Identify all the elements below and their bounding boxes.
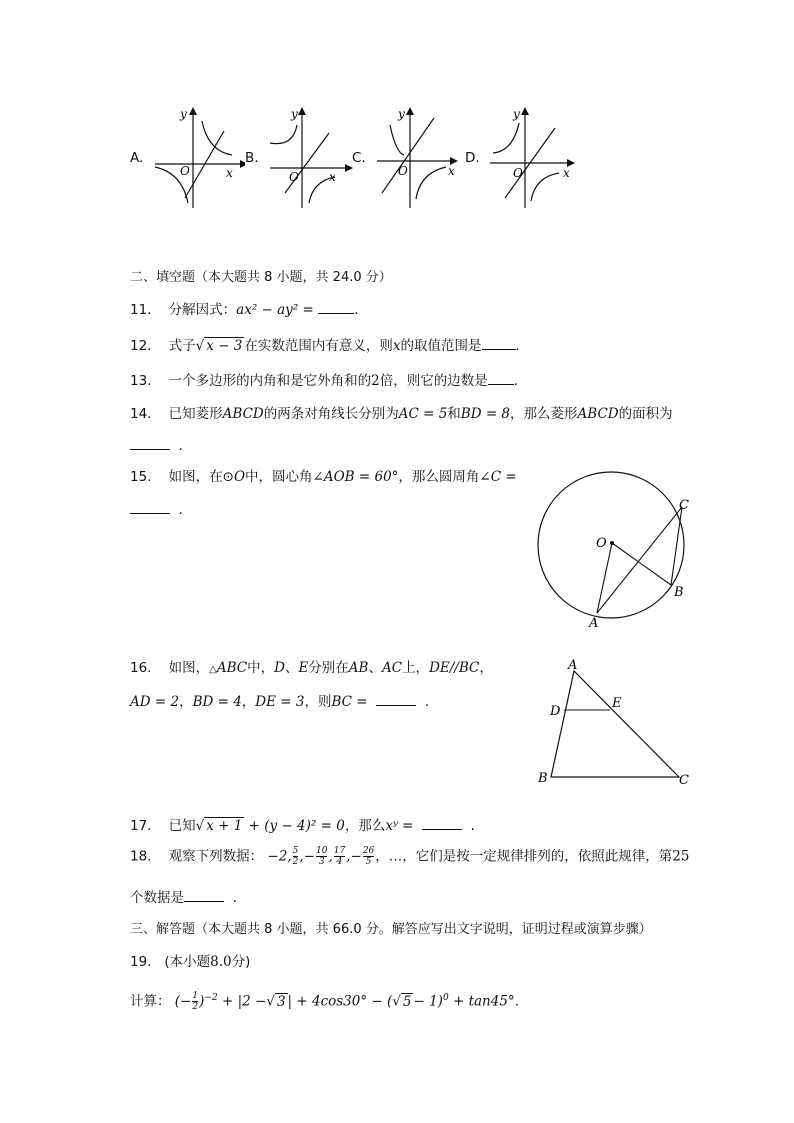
option-b-graph — [265, 103, 360, 211]
svg-text:x: x — [448, 164, 455, 178]
answer-blank[interactable] — [422, 819, 462, 830]
svg-text:y: y — [291, 107, 298, 121]
svg-text:D: D — [550, 704, 561, 719]
option-c-graph — [372, 103, 467, 211]
section-2-title: 二、填空题（本大题共 8 小题，共 24.0 分） — [130, 270, 392, 285]
figure-16-triangle — [530, 655, 700, 795]
option-a-label: A. — [130, 150, 144, 166]
answer-blank[interactable] — [184, 891, 224, 902]
answer-blank[interactable] — [130, 503, 170, 514]
svg-text:y: y — [398, 107, 405, 121]
svg-text:E: E — [612, 696, 622, 711]
figure-15-circle — [530, 465, 700, 635]
question-13: 13. 一个多边形的内角和是它外角和的2倍，则它的边数是 . — [130, 373, 519, 389]
svg-text:A: A — [589, 616, 599, 631]
svg-text:y: y — [513, 107, 520, 121]
svg-text:A: A — [568, 658, 578, 673]
svg-text:O: O — [513, 166, 523, 180]
answer-blank[interactable] — [130, 439, 170, 450]
question-17: 17. 已知√ x + 1 + (y − 4)² = 0，那么xʸ = . — [130, 818, 475, 834]
y-axis-label: y — [180, 107, 187, 121]
svg-text:C: C — [679, 773, 689, 788]
question-15: 15. 如图，在⊙O中，圆心角∠AOB = 60°，那么圆周角∠C = — [130, 469, 517, 485]
svg-text:O: O — [289, 170, 299, 184]
x-axis-label: x — [226, 166, 233, 180]
svg-text:x: x — [329, 170, 336, 184]
svg-text:O: O — [398, 164, 408, 178]
question-12: 12. 式子√ x − 3 在实数范围内有意义，则x的取值范围是 . — [130, 338, 520, 354]
option-d-graph — [485, 103, 580, 211]
answer-blank[interactable] — [376, 695, 416, 706]
question-19: 19. (本小题8.0分) — [130, 954, 251, 970]
question-16: 16. 如图，△ABC中，D、E分别在AB、AC上，DE//BC， — [130, 660, 493, 676]
svg-text:O: O — [596, 536, 607, 551]
origin-label: O — [180, 164, 190, 178]
option-c-label: C. — [352, 150, 366, 166]
section-3-title: 三、解答题（本大题共 8 小题，共 66.0 分。解答应写出文字说明，证明过程或演算步骤） — [130, 922, 652, 937]
answer-blank[interactable] — [482, 339, 516, 350]
answer-blank[interactable] — [318, 303, 354, 314]
question-11: 11. 分解因式：ax² − ay² = . — [130, 302, 359, 318]
question-19-expression: 计算： (− $\frac{1}{2}$ )$^{-2}$ + |2 −√ 3 | + 4cos30° − (√ 5 − 1)$^0$ + tan45°. — [130, 991, 519, 1012]
question-14: 14. 已知菱形ABCD的两条对角线长分别为AC = 5和BD = 8，那么菱形ABCD的面积为 — [130, 406, 673, 422]
option-a-graph — [150, 103, 245, 211]
svg-text:C: C — [679, 498, 689, 513]
option-b-label: B. — [245, 150, 259, 166]
svg-text:B: B — [674, 585, 684, 600]
svg-text:x: x — [563, 166, 570, 180]
answer-blank[interactable] — [488, 374, 514, 385]
svg-text:B: B — [538, 771, 548, 786]
question-18: 18. 观察下列数据： −2, $\frac{5}{2}$ ,− $\frac{10}{3}$ , $\frac{17}{4}$ ,− $\frac{26}{5}$ ，…，它们是按一定规律排列的，依照此规律，第25 — [130, 846, 690, 867]
option-d-label: D. — [465, 150, 480, 166]
